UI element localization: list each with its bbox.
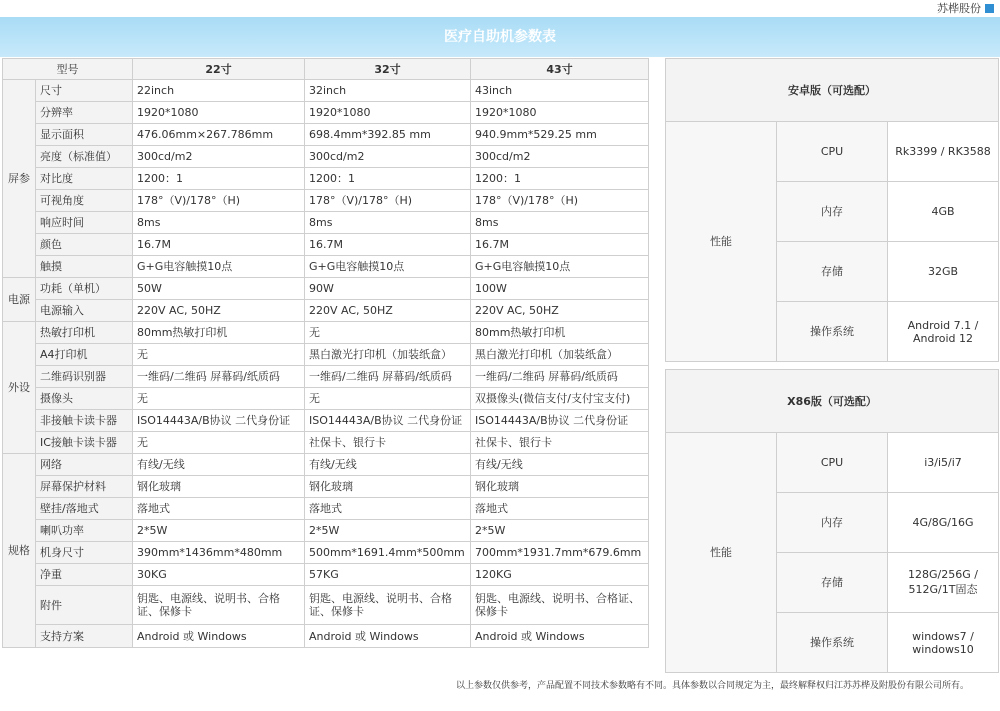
row-label: 操作系统: [777, 613, 888, 673]
brand-logo: [937, 0, 994, 16]
table-row: [3, 625, 649, 648]
cell-value: ISO14443A/B协议 二代身份证: [305, 410, 471, 432]
cell-value: 有线/无线: [133, 454, 305, 476]
table-row: [3, 454, 649, 476]
row-label: 触摸: [36, 256, 133, 278]
cell-value: 有线/无线: [471, 454, 649, 476]
cell-value: 8ms: [305, 212, 471, 234]
cell-value: 2*5W: [133, 520, 305, 542]
row-label: 电源输入: [36, 300, 133, 322]
cell-value: 500mm*1691.4mm*500mm: [305, 542, 471, 564]
table-row: [3, 256, 649, 278]
cell-value: 8ms: [133, 212, 305, 234]
cell-value: 128G/256G / 512G/1T固态: [888, 553, 999, 613]
cell-value: 一维码/二维码 屏幕码/纸质码: [305, 366, 471, 388]
cell-value: 50W: [133, 278, 305, 300]
cell-value: 1200：1: [471, 168, 649, 190]
table-row: [3, 146, 649, 168]
table-row: [3, 476, 649, 498]
x86-header-row: [666, 370, 999, 433]
row-label: CPU: [777, 433, 888, 493]
cell-value: 32inch: [305, 80, 471, 102]
row-label: 对比度: [36, 168, 133, 190]
cell-value: 无: [305, 388, 471, 410]
row-label: 响应时间: [36, 212, 133, 234]
header-size-3: 43寸: [471, 59, 649, 80]
table-row: [3, 124, 649, 146]
cell-value: 700mm*1931.7mm*679.6mm: [471, 542, 649, 564]
table-row: [3, 190, 649, 212]
android-header: 安卓版（可选配）: [666, 59, 999, 122]
cell-value: G+G电容触摸10点: [305, 256, 471, 278]
cell-value: 8ms: [471, 212, 649, 234]
cell-value: 落地式: [471, 498, 649, 520]
table-row: [3, 102, 649, 124]
cell-value: 16.7M: [471, 234, 649, 256]
cell-value: 698.4mm*392.85 mm: [305, 124, 471, 146]
cell-value: windows7 / windows10: [888, 613, 999, 673]
cell-value: 300cd/m2: [133, 146, 305, 168]
cell-value: Android 或 Windows: [133, 625, 305, 648]
cell-value: 钥匙、电源线、说明书、合格证、保修卡: [133, 586, 305, 625]
row-label: 摄像头: [36, 388, 133, 410]
cell-value: 有线/无线: [305, 454, 471, 476]
row-label: IC接触卡读卡器: [36, 432, 133, 454]
cell-value: 80mm热敏打印机: [471, 322, 649, 344]
cell-value: Android 或 Windows: [471, 625, 649, 648]
row-label: A4打印机: [36, 344, 133, 366]
android-header-row: [666, 59, 999, 122]
cell-value: 无: [133, 344, 305, 366]
cell-value: 220V AC, 50HZ: [471, 300, 649, 322]
row-label: 屏幕保护材料: [36, 476, 133, 498]
row-label: 内存: [777, 182, 888, 242]
table-row: [3, 212, 649, 234]
cell-value: G+G电容触摸10点: [133, 256, 305, 278]
row-label: 网络: [36, 454, 133, 476]
table-row: [3, 322, 649, 344]
row-label: 存储: [777, 553, 888, 613]
page-title: 医疗自助机参数表: [444, 29, 556, 45]
cell-value: ISO14443A/B协议 二代身份证: [471, 410, 649, 432]
cell-value: 57KG: [305, 564, 471, 586]
cell-value: 30KG: [133, 564, 305, 586]
cell-value: 钢化玻璃: [133, 476, 305, 498]
row-label: 壁挂/落地式: [36, 498, 133, 520]
android-category: 性能: [666, 122, 777, 362]
cell-value: i3/i5/i7: [888, 433, 999, 493]
cell-value: 178°（V)/178°（H): [305, 190, 471, 212]
brand-name: 苏桦股份: [937, 2, 981, 15]
cell-value: 43inch: [471, 80, 649, 102]
table-row: [666, 433, 999, 493]
row-label: 操作系统: [777, 302, 888, 362]
row-label: 分辨率: [36, 102, 133, 124]
row-label: 内存: [777, 493, 888, 553]
cell-value: 黑白激光打印机（加装纸盒）: [305, 344, 471, 366]
row-label: 机身尺寸: [36, 542, 133, 564]
header-size-1: 22寸: [133, 59, 305, 80]
x86-table: [665, 369, 999, 673]
table-row: [3, 278, 649, 300]
table-row: [3, 520, 649, 542]
row-label: 亮度（标准值）: [36, 146, 133, 168]
table-row: [3, 542, 649, 564]
cell-value: ISO14443A/B协议 二代身份证: [133, 410, 305, 432]
cell-value: 220V AC, 50HZ: [133, 300, 305, 322]
cell-value: 落地式: [305, 498, 471, 520]
category-3: 规格: [3, 454, 36, 648]
category-2: 外设: [3, 322, 36, 454]
header-model-label: 型号: [3, 59, 133, 80]
x86-header: X86版（可选配）: [666, 370, 999, 433]
category-0: 屏参: [3, 80, 36, 278]
cell-value: 社保卡、银行卡: [471, 432, 649, 454]
row-label: 颜色: [36, 234, 133, 256]
cell-value: 120KG: [471, 564, 649, 586]
cell-value: 16.7M: [133, 234, 305, 256]
brand-square-icon: [985, 4, 994, 13]
cell-value: 476.06mm×267.786mm: [133, 124, 305, 146]
table-row: [666, 122, 999, 182]
table-row: [3, 410, 649, 432]
table-row: [3, 564, 649, 586]
spec-table: [2, 58, 649, 648]
cell-value: 22inch: [133, 80, 305, 102]
cell-value: 黑白激光打印机（加装纸盒）: [471, 344, 649, 366]
table-row: [3, 498, 649, 520]
android-table: [665, 58, 999, 362]
cell-value: 社保卡、银行卡: [305, 432, 471, 454]
cell-value: Android 7.1 / Android 12: [888, 302, 999, 362]
cell-value: 一维码/二维码 屏幕码/纸质码: [471, 366, 649, 388]
cell-value: Android 或 Windows: [305, 625, 471, 648]
cell-value: 90W: [305, 278, 471, 300]
cell-value: 一维码/二维码 屏幕码/纸质码: [133, 366, 305, 388]
cell-value: 300cd/m2: [305, 146, 471, 168]
cell-value: 2*5W: [305, 520, 471, 542]
cell-value: 钥匙、电源线、说明书、合格证、保修卡: [471, 586, 649, 625]
row-label: 显示面积: [36, 124, 133, 146]
row-label: 尺寸: [36, 80, 133, 102]
row-label: 可视角度: [36, 190, 133, 212]
cell-value: 1920*1080: [471, 102, 649, 124]
table-row: [3, 344, 649, 366]
row-label: 支持方案: [36, 625, 133, 648]
cell-value: 300cd/m2: [471, 146, 649, 168]
cell-value: 无: [133, 388, 305, 410]
row-label: 净重: [36, 564, 133, 586]
header-row: [3, 59, 649, 80]
table-row: [3, 234, 649, 256]
cell-value: 178°（V)/178°（H): [471, 190, 649, 212]
row-label: 喇叭功率: [36, 520, 133, 542]
cell-value: 1200：1: [133, 168, 305, 190]
table-row: [3, 586, 649, 625]
cell-value: 32GB: [888, 242, 999, 302]
footer-note: 以上参数仅供参考，产品配置不同技术参数略有不同。具体参数以合同规定为主，最终解释权归江苏苏桦及附股份有限公司所有。: [455, 681, 969, 691]
header-size-2: 32寸: [305, 59, 471, 80]
cell-value: 钥匙、电源线、说明书、合格证、保修卡: [305, 586, 471, 625]
row-label: 存储: [777, 242, 888, 302]
row-label: 非接触卡读卡器: [36, 410, 133, 432]
x86-category: 性能: [666, 433, 777, 673]
cell-value: 钢化玻璃: [305, 476, 471, 498]
cell-value: 双摄像头(微信支付/支付宝支付): [471, 388, 649, 410]
row-label: 附件: [36, 586, 133, 625]
category-1: 电源: [3, 278, 36, 322]
cell-value: 178°（V)/178°（H): [133, 190, 305, 212]
cell-value: 4GB: [888, 182, 999, 242]
table-row: [3, 388, 649, 410]
cell-value: 落地式: [133, 498, 305, 520]
cell-value: 940.9mm*529.25 mm: [471, 124, 649, 146]
cell-value: G+G电容触摸10点: [471, 256, 649, 278]
cell-value: 1920*1080: [133, 102, 305, 124]
cell-value: 1200：1: [305, 168, 471, 190]
cell-value: 80mm热敏打印机: [133, 322, 305, 344]
cell-value: 无: [305, 322, 471, 344]
cell-value: 1920*1080: [305, 102, 471, 124]
cell-value: 2*5W: [471, 520, 649, 542]
cell-value: 100W: [471, 278, 649, 300]
table-row: [3, 366, 649, 388]
table-row: [3, 432, 649, 454]
title-banner: [0, 17, 1000, 57]
cell-value: 4G/8G/16G: [888, 493, 999, 553]
row-label: 热敏打印机: [36, 322, 133, 344]
row-label: 二维码识别器: [36, 366, 133, 388]
cell-value: 390mm*1436mm*480mm: [133, 542, 305, 564]
cell-value: 16.7M: [305, 234, 471, 256]
cell-value: 钢化玻璃: [471, 476, 649, 498]
cell-value: 无: [133, 432, 305, 454]
row-label: CPU: [777, 122, 888, 182]
table-row: [3, 168, 649, 190]
table-row: [3, 80, 649, 102]
cell-value: Rk3399 / RK3588: [888, 122, 999, 182]
table-row: [3, 300, 649, 322]
cell-value: 220V AC, 50HZ: [305, 300, 471, 322]
row-label: 功耗（单机）: [36, 278, 133, 300]
